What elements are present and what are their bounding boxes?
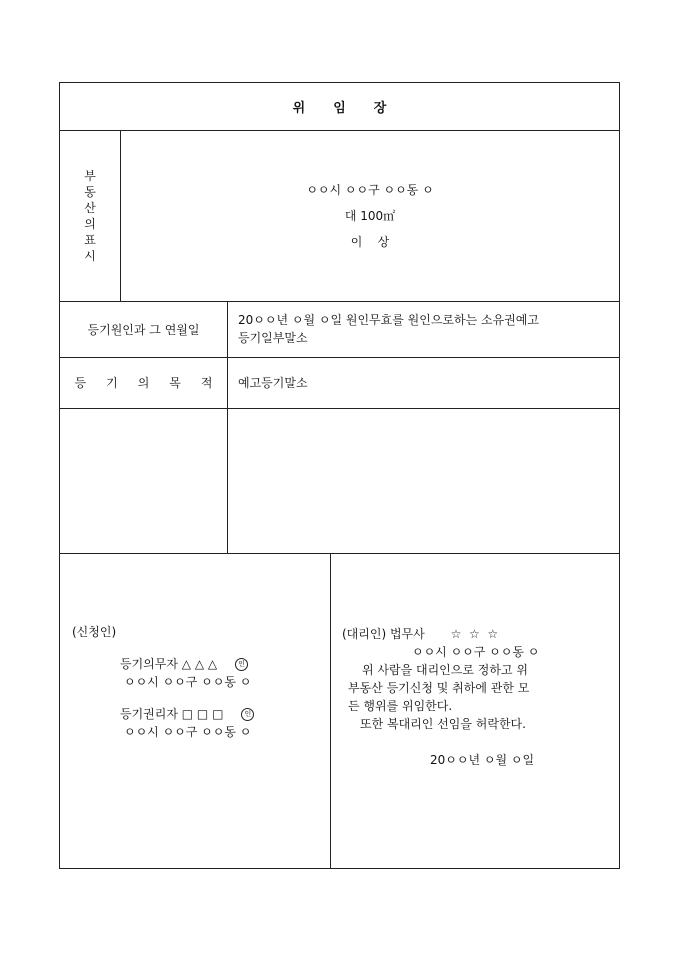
label-char: 목 [169,376,181,390]
property-end: 이 상 [350,234,390,249]
agent-header-row [342,625,612,643]
divider [330,553,331,869]
label-char: 시 [84,248,96,263]
label-char: 의 [137,376,150,390]
agent-section [342,623,612,769]
purpose-value [238,357,608,408]
label-char: 적 [200,376,213,390]
divider [60,553,619,554]
title-char: 임 [333,101,346,116]
title-char: 장 [373,101,387,116]
cause-label [60,301,227,357]
obligor-row [72,655,327,673]
cause-line: 등기일부말소 [238,331,308,345]
label-char: 산 [84,200,96,215]
document-title [60,83,619,130]
seal-icon: 인 [235,658,248,671]
obligor-label: 등기의무자 △ △ △ [120,657,218,671]
agent-header: (대리인) 법무사 [342,627,425,641]
agent-address: ㅇㅇ시 ㅇㅇ구 ㅇㅇ동 ㅇ [412,645,540,659]
purpose-label [60,357,227,408]
applicant-header: (신청인) [72,625,117,639]
applicant-section [72,623,327,741]
title-char: 위 [292,101,306,116]
label-char: 등 [74,376,87,390]
agent-text-line: 위 사람을 대리인으로 정하고 위 [362,663,528,677]
power-of-attorney-form [59,82,620,869]
purpose-value-text: 예고등기말소 [238,375,308,390]
holder-address: ㅇㅇ시 ㅇㅇ구 ㅇㅇ동 ㅇ [124,725,252,739]
seal-icon: 인 [241,708,254,721]
divider [227,301,228,553]
property-address: ㅇㅇ시 ㅇㅇ구 ㅇㅇ동 ㅇ [306,182,434,197]
cause-label-text: 등기원인과 그 연월일 [87,322,200,337]
agent-text-line: 또한 복대리인 선임을 허락한다. [360,717,526,731]
divider [60,408,619,409]
label-char: 동 [84,184,96,199]
label-char: 표 [84,232,96,247]
agent-date: 20ㅇㅇ년 ㅇ월 ㅇ일 [430,753,535,767]
agent-text-line: 든 행위를 위임한다. [348,699,453,713]
holder-label: 등기권리자 □ □ □ [120,707,224,721]
obligor-address: ㅇㅇ시 ㅇㅇ구 ㅇㅇ동 ㅇ [124,675,252,689]
property-land: 대 100㎡ [344,208,396,223]
cause-line: 20ㅇㅇ년 ㅇ월 ㅇ일 원인무효를 원인으로하는 소유권예고 [238,313,539,327]
agent-name-marks: ☆ ☆ ☆ [450,627,499,641]
property-label [60,130,120,301]
label-char: 부 [84,168,96,183]
label-char: 의 [84,216,96,231]
agent-text-line: 부동산 등기신청 및 취하에 관한 모 [348,681,530,695]
property-description [120,130,620,301]
label-char: 기 [106,376,118,390]
holder-row [72,705,327,723]
cause-value [238,301,608,357]
